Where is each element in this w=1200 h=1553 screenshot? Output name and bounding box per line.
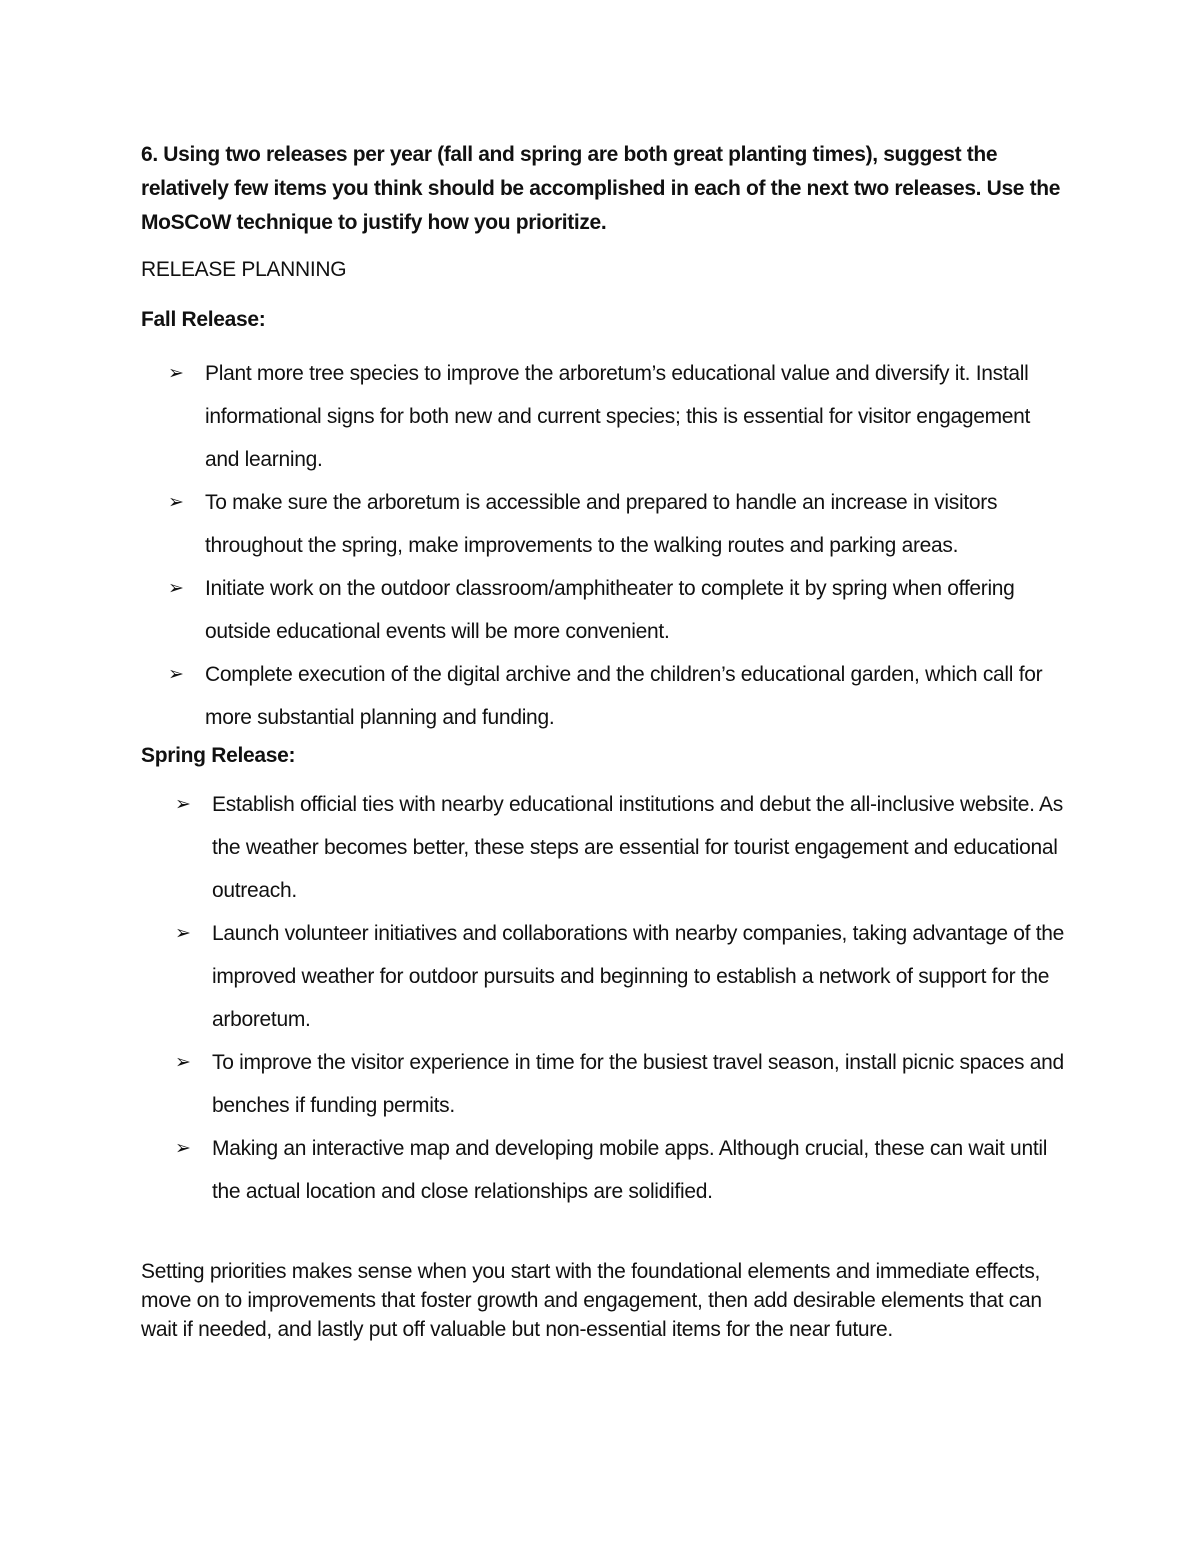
list-item-text: Initiate work on the outdoor classroom/amphitheater to complete it by spring when offering outside educational events will be more convenient. bbox=[205, 577, 1015, 643]
arrow-bullet-icon: ➢ bbox=[175, 1051, 191, 1073]
list-item-text: To make sure the arboretum is accessible and prepared to handle an increase in visitors throughout the spring, make improvements to the walking routes and parking areas. bbox=[205, 491, 998, 557]
question-text: 6. Using two releases per year (fall and spring are both great planting times), suggest the relatively few items you think should be accomplished in each of the next two releases. Use the MoSCoW technique to justify how you prioritize. bbox=[141, 143, 1061, 234]
arrow-bullet-icon: ➢ bbox=[175, 922, 191, 944]
arrow-bullet-icon: ➢ bbox=[168, 491, 184, 513]
spring-release-list bbox=[175, 783, 1075, 1213]
fall-release-heading: Fall Release: bbox=[141, 308, 266, 331]
list-item bbox=[175, 1041, 1075, 1127]
section-title: RELEASE PLANNING bbox=[141, 258, 347, 281]
list-item-text: To improve the visitor experience in time for the busiest travel season, install picnic spaces and benches if funding permits. bbox=[212, 1051, 1064, 1117]
list-item-text: Plant more tree species to improve the arboretum’s educational value and diversify it. Install informational signs for both new and current species; this is essential for visitor engagement and learning. bbox=[205, 362, 1031, 471]
spring-release-heading: Spring Release: bbox=[141, 744, 296, 767]
list-item bbox=[168, 481, 1068, 567]
list-item bbox=[175, 783, 1075, 912]
arrow-bullet-icon: ➢ bbox=[175, 1137, 191, 1159]
list-item-text: Complete execution of the digital archive and the children’s educational garden, which call for more substantial planning and funding. bbox=[205, 663, 1043, 729]
closing-paragraph: Setting priorities makes sense when you start with the foundational elements and immediate effects, move on to improvements that foster growth and engagement, then add desirable elements that can wait if needed, and lastly put off valuable but non-essential items for the near future. bbox=[141, 1260, 1042, 1341]
list-item-text: Launch volunteer initiatives and collaborations with nearby companies, taking advantage of the improved weather for outdoor pursuits and beginning to establish a network of support for the arboretum. bbox=[212, 922, 1065, 1031]
arrow-bullet-icon: ➢ bbox=[168, 362, 184, 384]
list-item bbox=[168, 653, 1068, 739]
list-item bbox=[175, 912, 1075, 1041]
list-item-text: Establish official ties with nearby educational institutions and debut the all-inclusive website. As the weather becomes better, these steps are essential for tourist engagement and educational outreach. bbox=[212, 793, 1063, 902]
list-item bbox=[168, 352, 1068, 481]
fall-release-list bbox=[168, 352, 1068, 739]
list-item-text: Making an interactive map and developing mobile apps. Although crucial, these can wait until the actual location and close relationships are solidified. bbox=[212, 1137, 1048, 1203]
arrow-bullet-icon: ➢ bbox=[175, 793, 191, 815]
list-item bbox=[175, 1127, 1075, 1213]
arrow-bullet-icon: ➢ bbox=[168, 663, 184, 685]
arrow-bullet-icon: ➢ bbox=[168, 577, 184, 599]
list-item bbox=[168, 567, 1068, 653]
